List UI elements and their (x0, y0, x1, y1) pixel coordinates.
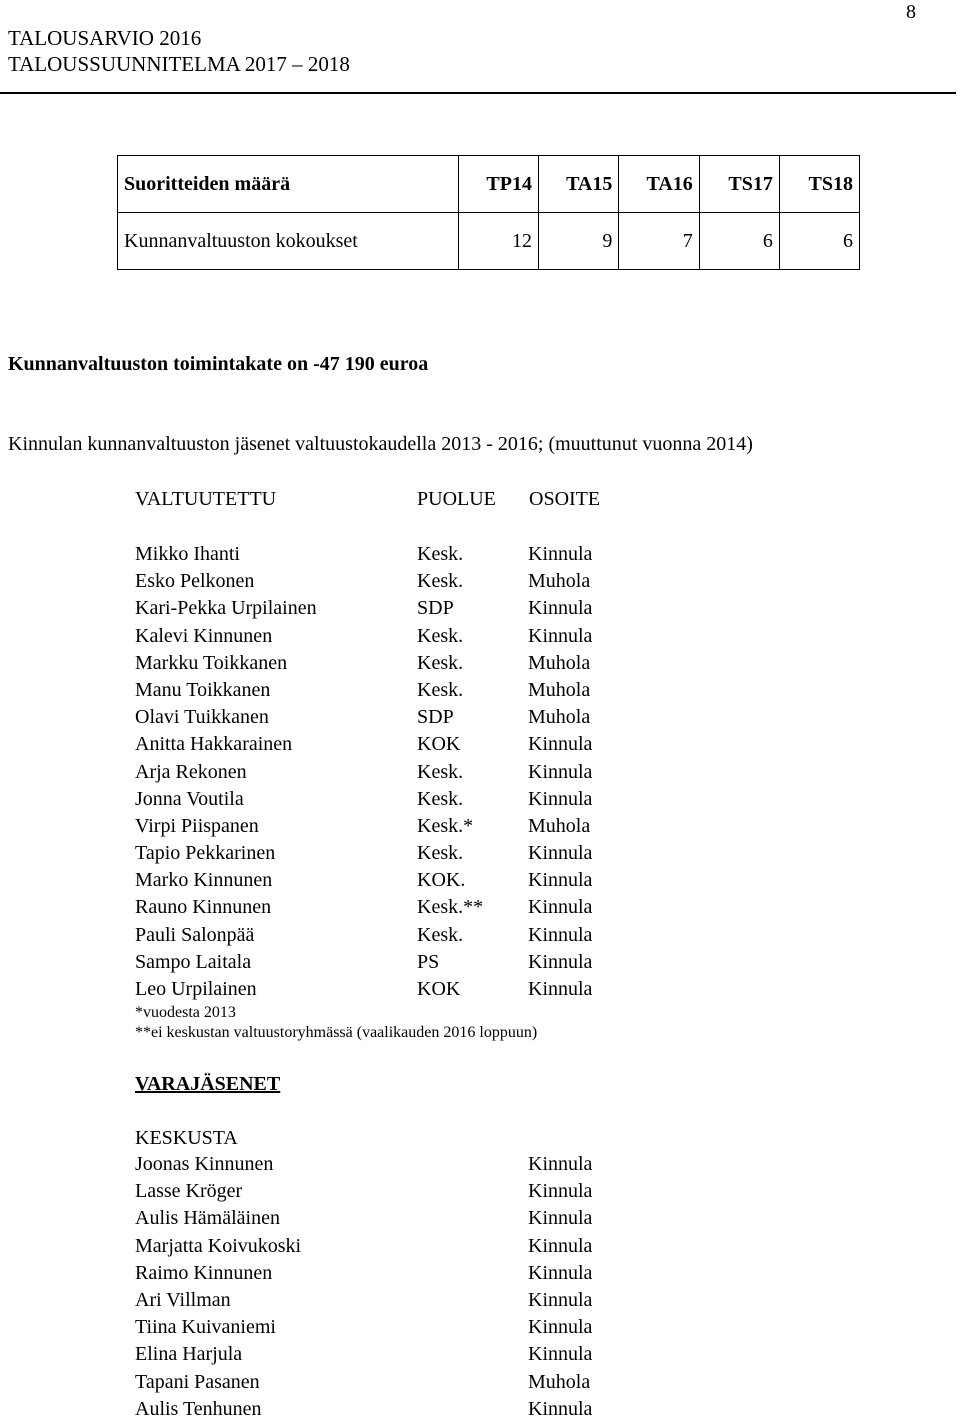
deputy-row (135, 1314, 592, 1341)
member-row (135, 976, 728, 1003)
member-party: Kesk.* (417, 814, 474, 837)
member-name: Olavi Tuikkanen (135, 706, 269, 729)
member-party: Kesk. (417, 787, 464, 810)
member-row (135, 840, 728, 867)
member-row (135, 650, 728, 677)
member-party: Kesk. (417, 570, 464, 593)
member-row (135, 786, 728, 813)
member-party: Kesk. (417, 760, 464, 783)
footnote: *vuodesta 2013 (135, 1004, 236, 1021)
table-cell: 9 (538, 213, 618, 270)
member-name: Rauno Kinnunen (135, 896, 272, 919)
deputy-row (135, 1396, 592, 1423)
member-row (135, 731, 728, 758)
member-row (135, 759, 728, 786)
deputy-row (135, 1287, 592, 1314)
header-title: TALOUSARVIO 2016 (8, 26, 202, 50)
member-name: Pauli Salonpää (135, 923, 255, 946)
member-row (135, 949, 728, 976)
table-header-row (118, 156, 860, 213)
deputy-address: Kinnula (528, 1316, 593, 1339)
deputy-address: Kinnula (528, 1397, 593, 1420)
table-row (118, 213, 860, 270)
member-name: Anitta Hakkarainen (135, 733, 293, 756)
deputy-row (135, 1178, 592, 1205)
table-header-cell: Suoritteiden määrä (118, 156, 459, 213)
table-header-cell: TP14 (458, 156, 538, 213)
table-cell: Kunnanvaltuuston kokoukset (118, 213, 459, 270)
operating-margin-text: Kunnanvaltuuston toimintakate on -47 190 euroa (8, 353, 429, 375)
table-cell: 12 (458, 213, 538, 270)
deputy-address: Kinnula (528, 1261, 593, 1284)
member-row (135, 867, 728, 894)
member-name: Markku Toikkanen (135, 651, 288, 674)
deputy-name: Aulis Tenhunen (135, 1397, 262, 1420)
deputy-name: Marjatta Koivukoski (135, 1234, 302, 1257)
deputy-name: Joonas Kinnunen (135, 1153, 274, 1175)
deputy-address: Kinnula (528, 1234, 593, 1257)
member-row (135, 704, 728, 731)
table-cell: 6 (779, 213, 859, 270)
deputy-address: Kinnula (528, 1180, 593, 1203)
member-address: Muhola (528, 651, 591, 674)
member-row (135, 813, 728, 840)
deputy-name: Tapani Pasanen (135, 1370, 260, 1393)
member-party: SDP (417, 706, 454, 729)
member-party: Kesk.** (417, 896, 484, 919)
member-party: Kesk. (417, 923, 464, 946)
member-address: Kinnula (528, 597, 593, 620)
member-name: Jonna Voutila (135, 787, 244, 810)
member-address: Kinnula (528, 842, 593, 865)
member-name: Arja Rekonen (135, 760, 247, 783)
table-cell: 6 (699, 213, 779, 270)
page-number: 8 (906, 1, 916, 23)
deputy-row (135, 1369, 592, 1396)
member-address: Muhola (528, 570, 591, 593)
deputy-row (135, 1205, 592, 1232)
deputy-name: Ari Villman (135, 1288, 231, 1311)
member-address: Kinnula (528, 624, 593, 647)
member-name: Sampo Laitala (135, 950, 252, 973)
member-name: Esko Pelkonen (135, 570, 255, 593)
col-header-name: VALTUUTETTU (135, 488, 277, 510)
deputies-title: VARAJÄSENET (135, 1073, 281, 1095)
deputy-row (135, 1151, 592, 1178)
footnote: **ei keskustan valtuustoryhmässä (vaalikauden 2016 loppuun) (135, 1024, 538, 1041)
member-name: Marko Kinnunen (135, 869, 273, 892)
member-party: Kesk. (417, 651, 464, 674)
col-header-address: OSOITE (529, 488, 601, 510)
member-party: SDP (417, 597, 454, 620)
member-party: KOK (417, 978, 461, 1000)
member-row (135, 677, 728, 704)
member-address: Muhola (528, 678, 591, 701)
deputy-name: Raimo Kinnunen (135, 1261, 273, 1284)
deputy-address: Kinnula (528, 1343, 593, 1366)
deputy-address: Kinnula (528, 1207, 593, 1230)
member-address: Muhola (528, 706, 591, 729)
deputy-name: Tiina Kuivaniemi (135, 1316, 276, 1339)
member-address: Kinnula (528, 869, 593, 892)
header-subtitle: TALOUSSUUNNITELMA 2017 – 2018 (8, 52, 350, 76)
performance-table (117, 155, 860, 270)
member-address: Kinnula (528, 543, 593, 565)
member-address: Kinnula (528, 923, 593, 946)
deputy-name: Lasse Kröger (135, 1180, 243, 1203)
deputy-address: Kinnula (528, 1288, 593, 1311)
member-party: Kesk. (417, 842, 464, 865)
member-name: Manu Toikkanen (135, 678, 271, 701)
deputies-group: KESKUSTA (135, 1127, 238, 1149)
member-row (135, 894, 728, 921)
member-address: Muhola (528, 814, 591, 837)
table-header-cell: TS17 (699, 156, 779, 213)
deputy-row (135, 1341, 592, 1368)
member-name: Kalevi Kinnunen (135, 624, 273, 647)
member-name: Leo Urpilainen (135, 978, 257, 1000)
deputy-row (135, 1260, 592, 1287)
deputy-row (135, 1233, 592, 1260)
table-header-cell: TS18 (779, 156, 859, 213)
member-row (135, 623, 728, 650)
member-party: Kesk. (417, 678, 464, 701)
table-header-cell: TA16 (619, 156, 699, 213)
member-name: Virpi Piispanen (135, 814, 259, 837)
members-intro: Kinnulan kunnanvaltuuston jäsenet valtuustokaudella 2013 - 2016; (muuttunut vuonna 2014) (8, 433, 753, 455)
members-list (135, 541, 728, 1003)
member-address: Kinnula (528, 896, 593, 919)
member-address: Kinnula (528, 950, 593, 973)
member-name: Mikko Ihanti (135, 543, 240, 565)
col-header-party: PUOLUE (417, 488, 496, 510)
member-party: KOK (417, 733, 461, 756)
member-party: Kesk. (417, 543, 464, 565)
table-header-cell: TA15 (538, 156, 618, 213)
member-row (135, 595, 728, 622)
member-name: Kari-Pekka Urpilainen (135, 597, 317, 620)
member-party: PS (417, 950, 440, 973)
member-address: Kinnula (528, 733, 593, 756)
member-row (135, 922, 728, 949)
deputy-name: Aulis Hämäläinen (135, 1207, 280, 1230)
member-name: Tapio Pekkarinen (135, 842, 276, 865)
member-address: Kinnula (528, 787, 593, 810)
deputy-address: Muhola (528, 1370, 591, 1393)
member-row (135, 568, 728, 595)
member-party: Kesk. (417, 624, 464, 647)
member-party: KOK. (417, 869, 466, 892)
member-address: Kinnula (528, 760, 593, 783)
deputy-name: Elina Harjula (135, 1343, 243, 1366)
member-address: Kinnula (528, 978, 593, 1000)
deputy-address: Kinnula (528, 1153, 593, 1175)
header-rule (0, 92, 956, 94)
deputies-list (135, 1151, 592, 1423)
table-cell: 7 (619, 213, 699, 270)
member-row (135, 541, 728, 568)
